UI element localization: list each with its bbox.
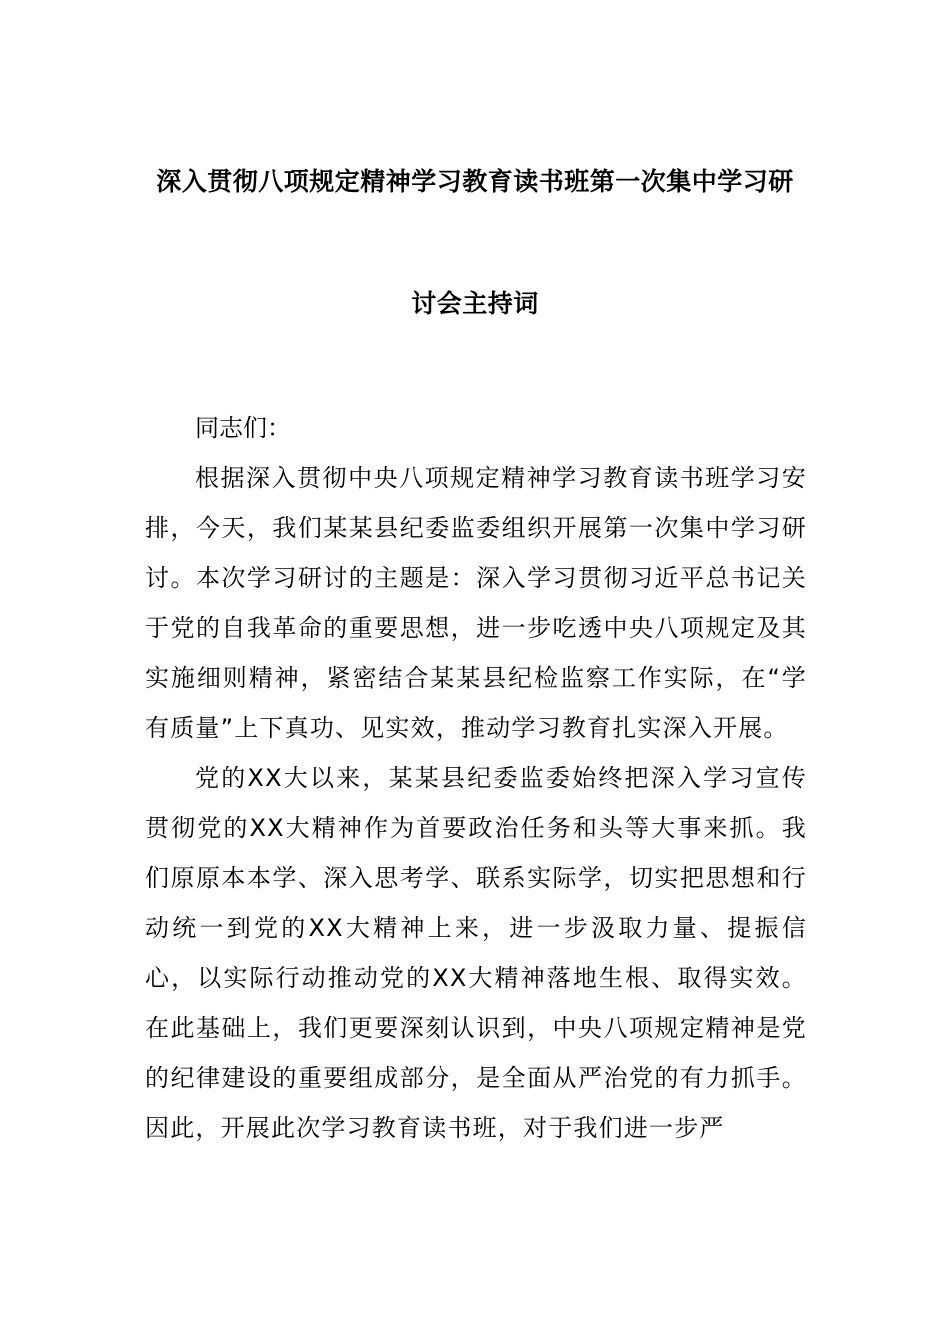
paragraph-2: 党的XX大以来，某某县纪委监委始终把深入学习宣传贯彻党的XX大精神作为首要政治任务和头等大事来抓。我们原原本本学、深入思考学、联系实际学，切实把思想和行动统一到党的XX大精神上来，进一步汲取力量、提振信心，以实际行动推动党的XX大精神落地生根、取得实效。在此基础上，我们更要深刻认识到，中央八项规定精神是党的纪律建设的重要组成部分，是全面从严治党的有力抓手。因此，开展此次学习教育读书班，对于我们进一步严 bbox=[145, 764, 807, 1142]
document-title-line-1: 深入贯彻八项规定精神学习教育读书班第一次集中学习研 bbox=[156, 167, 794, 196]
salutation: 同志们： bbox=[195, 414, 291, 442]
document-body bbox=[145, 403, 807, 1153]
document-title-line-2: 讨会主持词 bbox=[411, 289, 539, 318]
paragraph-1: 根据深入贯彻中央八项规定精神学习教育读书班学习安排，今天，我们某某县纪委监委组织开展第一次集中学习研讨。本次学习研讨的主题是：深入学习贯彻习近平总书记关于党的自我革命的重要思想，进一步吃透中央八项规定及其实施细则精神，紧密结合某某县纪检监察工作实际，在“学有质量”上下真功、见实效，推动学习教育扎实深入开展。 bbox=[145, 464, 807, 742]
